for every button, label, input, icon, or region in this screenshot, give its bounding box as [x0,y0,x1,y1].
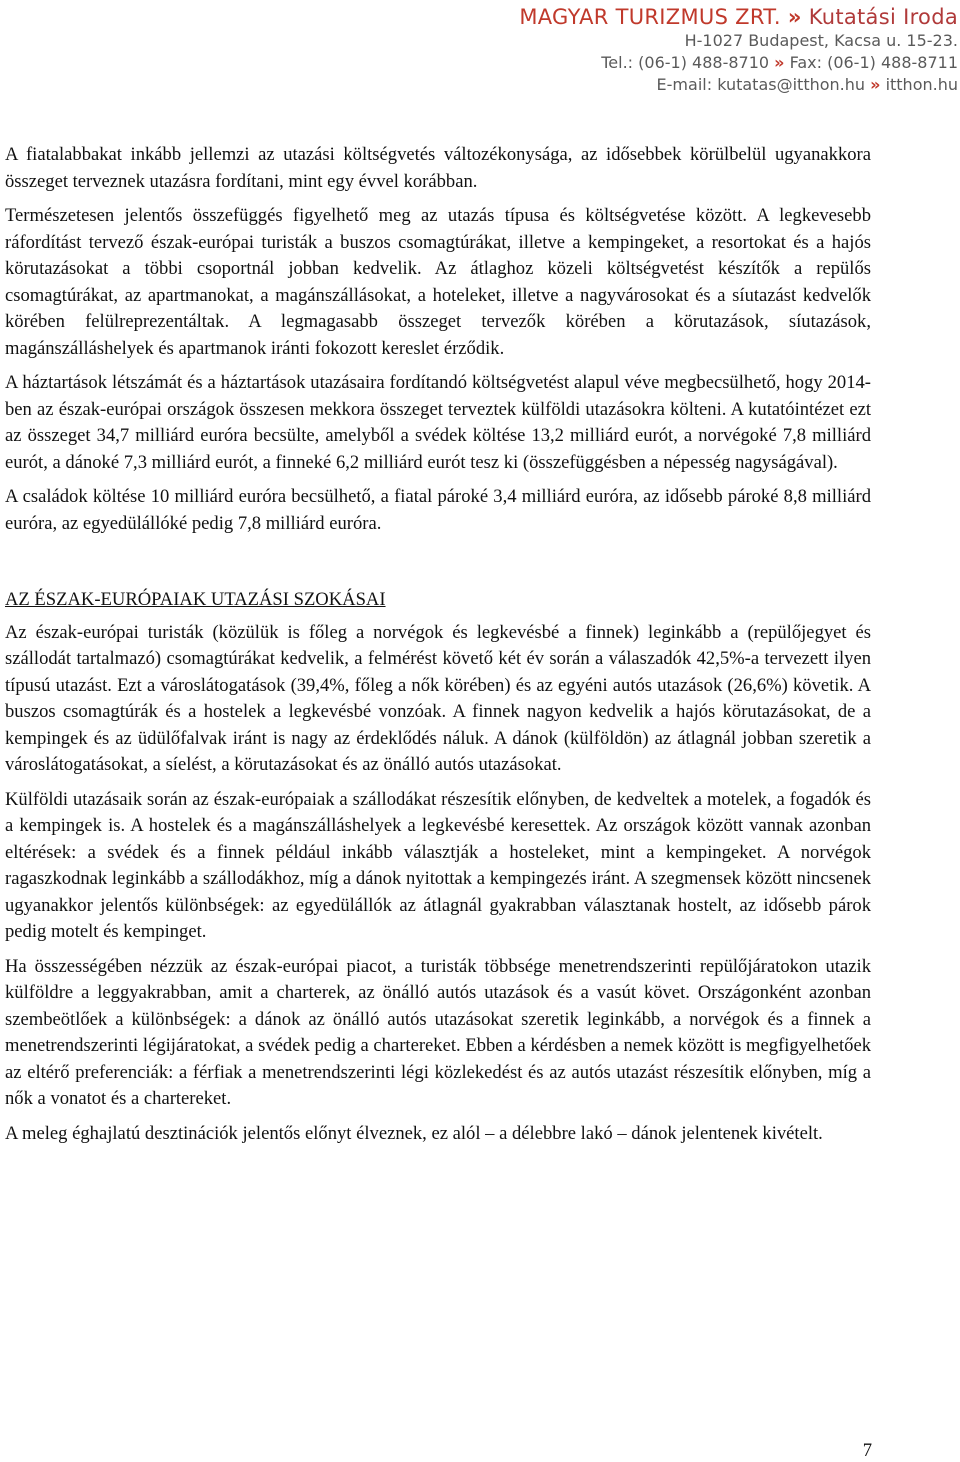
email-link[interactable]: E-mail: kutatas@itthon.hu [656,75,866,94]
paragraph: Ha összességében nézzük az észak-európai piacot, a turisták többsége menetrendszerinti repülőjáratokon utazik külföldre a leggyakrabban, amit a charterek, az önálló autós utazások és a vasút követ. Országonként azonban szembeötlőek a különbségek: a dánok az önálló autós utazásokat szeretik leginkább, a norvégok és a finnek a menetrendszerinti légijáratokat, a svédek pedig a chartereket. Ebben a kérdésben a nemek között is megfigyelhetőek az eltérő preferenciák: a férfiak a menetrendszerinti légi közlekedést és az autós utazást részesítik előnyben, míg a nők a vonatot és a chartereket. [5,955,871,1109]
department-name: Kutatási Iroda [808,5,958,29]
paragraph: Külföldi utazásaik során az észak-európaiak a szállodákat részesítik előnyben, de kedveltek a motelek, a fogadók és a kempingek is. A hostelek és a magánszálláshelyek a legkevésbé keresettek. Az országok között vannak azonban eltérések: a svédek és a finnek például inkább választják a hosteleket, mint a kempingeket. A norvégok ragaszkodnak leginkább a szállodákhoz, míg a dánok nyitottak a kempingezés iránt. A szegmensek között nincsenek ugyanakkor jelentős különbségek: az egyedülállók az átlagnál gyakrabban választanak hostelt, az idősebb párok pedig motelt és kempinget. [5,788,871,942]
contact-email-web [519,74,958,96]
paragraph: A háztartások létszámát és a háztartások utazásaira fordítandó költségvetést alapul véve megbecsülhető, hogy 2014-ben az észak-európai országok összesen mekkora összeget terveztek külföldi utazásokra költeni. A kutatóintézet ezt az összeget 34,7 milliárd euróra becsülte, amelyből a svédek költése 13,2 milliárd eurót, a norvégoké 7,8 milliárd eurót, a dánoké 7,3 milliárd eurót, a finneké 6,2 milliárd eurót tesz ki (összefüggésben a népesség nagyságával). [5,372,871,473]
document-body [5,142,871,1155]
page-number: 7 [862,1440,872,1461]
letterhead-title [519,4,958,30]
separator-glyph: » [870,75,881,94]
separator-glyph: » [787,5,802,29]
phone-number: Tel.: (06-1) 488-8710 [601,53,770,72]
paragraph: A meleg éghajlatú desztinációk jelentős előnyt élveznek, ez alól – a délebbre lakó – dánok jelentenek kivételt. [5,1122,823,1144]
website-link[interactable]: itthon.hu [885,75,958,94]
paragraph: A fiatalabbakat inkább jellemzi az utazási költségvetés változékonysága, az idősebbek körülbelül ugyanakkora összeget terveznek utazásra fordítani, mint egy évvel korábban. [5,144,871,192]
section-heading: AZ ÉSZAK-EURÓPAIAK UTAZÁSI SZOKÁSAI [5,589,386,610]
contact-phone-fax [519,52,958,74]
paragraph: Az észak-európai turisták (közülük is főleg a norvégok és legkevésbé a finnek) leginkább a (repülőjegyet és szállodát tartalmazó) csomagtúrákat kedvelik, a felmérést követő két év során a válaszadók 42,5%-a tervezett ilyen típusú utazást. Ezt a városlátogatások (39,4%, főleg a nők körében) és az egyéni autós utazások (26,6%) követik. A buszos csomagtúrák és a hostelek a legkevésbé vonzóak. A finnek nagyon kedvelik a hajós körutazásokat, de a kempingek és az üdülőfalvak iránt is nagy az érdeklődés náluk. A dánok (külföldön) az átlagnál jobban szeretik a városlátogatásokat, a síelést, a körutazásokat és az önálló autós utazásokat. [5,621,871,775]
paragraph: Természetesen jelentős összefüggés figyelhető meg az utazás típusa és költségvetése között. A legkevesebb ráfordítást tervező észak-európai turisták a buszos csomagtúrákat, illetve a kempingeket, a resortokat és a hajós körutazásokat a többi csoportnál jobban kedvelik. Az átlaghoz közeli költségvetést készítők a repülős csomagtúrákat, az apartmanokat, a magánszállásokat, a hoteleket, illetve a nagyvárosokat és a síutazást kedvelők körében felülreprezentáltak. A legmagasabb összeget tervezők körében a körutazások, síutazások, magánszálláshelyek és apartmanok iránti fokozott kereslet érződik. [5,205,871,359]
separator-glyph: » [774,53,785,72]
company-name: MAGYAR TURIZMUS ZRT. [519,5,781,29]
company-address: H-1027 Budapest, Kacsa u. 15-23. [684,31,958,50]
paragraph: A családok költése 10 milliárd euróra becsülhető, a fiatal pároké 3,4 milliárd euróra, az idősebb pároké 8,8 milliárd euróra, az egyedülállóké pedig 7,8 milliárd euróra. [5,486,871,534]
fax-number: Fax: (06-1) 488-8711 [789,53,958,72]
letterhead [519,4,958,96]
